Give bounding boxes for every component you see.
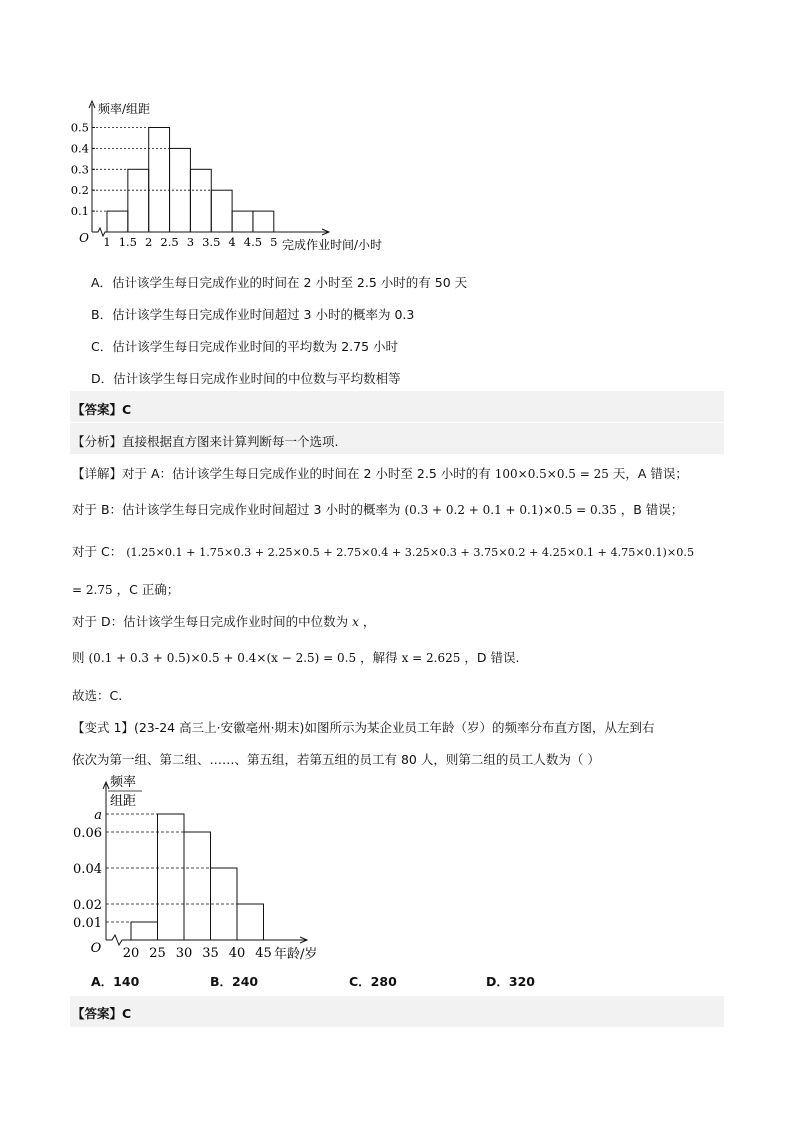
histogram-bar: [190, 169, 211, 232]
y-axis-label-top: 频率: [110, 775, 137, 790]
option2-d: D．320: [486, 974, 535, 989]
histogram-bar: [107, 211, 128, 232]
answer-band: [70, 391, 724, 422]
detail-d: [72, 612, 375, 630]
detail-e-math: (0.1 + 0.3 + 0.5)×0.5 + 0.4×(x − 2.5) = 0.5: [88, 651, 357, 665]
x-tick-label: 5: [270, 235, 278, 249]
option-c: C．估计该学生每日完成作业时间的平均数为 2.75 小时: [91, 339, 399, 354]
histogram-employee-age: [70, 770, 370, 970]
detail-b-suffix: ，B 错误；: [620, 502, 684, 517]
variant-tag: 【变式 1】: [72, 720, 134, 735]
histogram-bar: [211, 190, 232, 232]
answer-2: 【答案】C: [72, 1006, 132, 1021]
variant-line-2: 依次为第一组、第二组、……、第五组，若第五组的员工有 80 人，则第二组的员工人数为（ ）: [72, 752, 600, 767]
histogram-bar: [232, 211, 253, 232]
x-tick-label: 1: [103, 235, 111, 249]
detail-b-math: (0.3 + 0.2 + 0.1 + 0.1)×0.5 = 0.35: [404, 503, 617, 517]
detail-a-math: 100×0.5×0.5 = 25: [494, 467, 609, 481]
origin-label: O: [79, 231, 89, 245]
histogram-bar: [237, 904, 264, 940]
x-tick-label: 3.5: [202, 235, 221, 249]
x-tick-label: 3: [186, 235, 195, 249]
detail-a-text: 【详解】对于 A：估计该学生每日完成作业的时间在 2 小时至 2.5 小时的有: [72, 466, 491, 481]
x-tick-label: 4: [228, 235, 236, 249]
detail-b: [72, 500, 683, 518]
x-tick-label: 40: [228, 946, 246, 961]
detail-c2: [72, 580, 179, 598]
option2-c: C．280: [349, 974, 397, 989]
x-tick-label: 35: [202, 946, 219, 961]
option2-a: A．140: [91, 974, 140, 989]
detail-b-text: 对于 B：估计该学生每日完成作业时间超过 3 小时的概率为: [72, 502, 401, 517]
detail-c-text: 对于 C：: [72, 544, 123, 559]
option-b: B．估计该学生每日完成作业时间超过 3 小时的概率为 0.3: [91, 307, 415, 322]
x-tick-label: 25: [149, 946, 166, 961]
detail-c2-suffix: ，C 正确；: [116, 582, 180, 597]
histogram-bar: [149, 128, 170, 233]
y-tick-label: 0.01: [73, 916, 102, 931]
y-tick-label: 0.2: [70, 183, 89, 198]
option-d: D．估计该学生每日完成作业时间的中位数与平均数相等: [91, 371, 401, 386]
y-tick-label: a: [94, 808, 102, 823]
origin-label: O: [90, 941, 102, 956]
option2-b: B．240: [210, 974, 259, 989]
x-tick-label: 20: [122, 946, 140, 961]
x-axis-label: 完成作业时间/小时: [282, 238, 383, 252]
histogram-study-time: [70, 98, 410, 258]
detail-d-text: 对于 D：估计该学生每日完成作业时间的中位数为: [72, 614, 349, 629]
variant-line-1: [72, 718, 654, 736]
detail-e: [72, 648, 519, 666]
detail-c-math: (1.25×0.1 + 1.75×0.3 + 2.25×0.5 + 2.75×0.4 + 3.25×0.3 + 3.75×0.2 + 4.25×0.1 + 4.75×0.1)×0.5: [126, 546, 695, 559]
answer-1: 【答案】C: [72, 402, 132, 417]
detail-e-math2: x = 2.625: [401, 651, 461, 665]
detail-a: [72, 464, 688, 482]
answer-band-2: [70, 996, 724, 1027]
y-tick-label: 0.06: [73, 826, 102, 841]
y-tick-label: 0.3: [70, 162, 89, 177]
y-tick-label: 0.4: [70, 141, 89, 156]
detail-d-var: x: [352, 615, 359, 629]
detail-d-suffix: ，: [362, 614, 376, 629]
y-tick-label: 0.04: [73, 862, 102, 877]
histogram-bar: [131, 922, 158, 940]
x-tick-label: 1.5: [118, 235, 137, 249]
x-tick-label: 2.5: [160, 235, 179, 249]
y-tick-label: 0.1: [70, 204, 89, 219]
histogram-bar: [128, 169, 149, 232]
x-tick-label: 45: [255, 946, 272, 961]
detail-e-text: 则: [72, 650, 85, 665]
y-axis-label: 频率/组距: [98, 102, 151, 116]
histogram-bar: [158, 814, 185, 940]
variant-text-1: 如图所示为某企业员工年龄（岁）的频率分布直方图，从左到右: [304, 720, 655, 735]
detail-e-suffix: ，D 错误.: [464, 650, 520, 665]
y-tick-label: 0.5: [70, 120, 89, 135]
variant-source: (23-24 高三上·安徽亳州·期末): [133, 720, 305, 735]
x-axis-label: 年龄/岁: [274, 947, 318, 962]
option-a: A．估计该学生每日完成作业的时间在 2 小时至 2.5 小时的有 50 天: [91, 275, 468, 290]
histogram-bar: [184, 832, 211, 940]
x-axis: [106, 935, 306, 945]
detail-c2-math: = 2.75: [72, 583, 113, 597]
y-tick-label: 0.02: [73, 898, 102, 913]
x-tick-label: 2: [145, 235, 153, 249]
histogram-bar: [253, 211, 274, 232]
detail-choice: 故选：C.: [72, 688, 123, 703]
detail-e-mid: ，解得: [360, 650, 398, 665]
x-tick-label: 30: [175, 946, 193, 961]
analysis-1: 【分析】直接根据直方图来计算判断每一个选项.: [72, 434, 339, 449]
detail-c: [72, 542, 694, 560]
detail-a-suffix: 天，A 错误；: [612, 466, 688, 481]
y-axis-label-bottom: 组距: [110, 794, 137, 809]
x-tick-label: 4.5: [243, 235, 263, 249]
